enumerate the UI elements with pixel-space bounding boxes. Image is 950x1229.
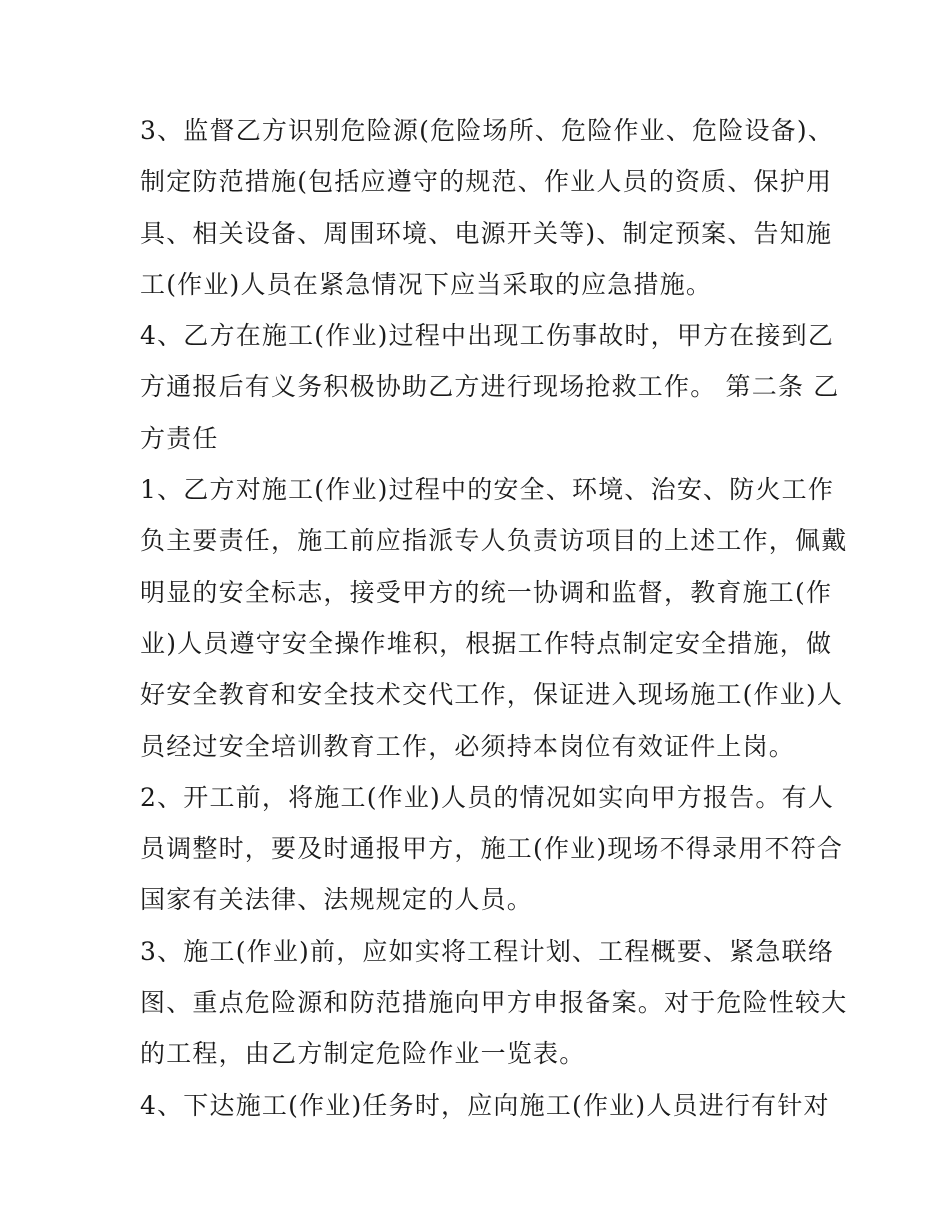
- text-line: 3、施工(作业)前，应如实将工程计划、工程概要、紧急联络: [140, 936, 835, 966]
- text-line: 图、重点危险源和防范措施向甲方申报备案。对于危险性较大: [140, 988, 848, 1018]
- text-line: 方通报后有义务积极协助乙方进行现场抢救工作。 第二条 乙: [140, 372, 840, 402]
- text-line: 制定防范措施(包括应遵守的规范、作业人员的资质、保护用: [140, 167, 833, 197]
- text-line: 的工程，由乙方制定危险作业一览表。: [140, 1039, 586, 1069]
- text-line: 1、乙方对施工(作业)过程中的安全、环境、治安、防火工作: [140, 475, 835, 505]
- text-line: 4、下达施工(作业)任务时，应向施工(作业)人员进行有针对: [140, 1090, 830, 1120]
- text-line: 业)人员遵守安全操作堆积，根据工作特点制定安全措施，做: [140, 628, 833, 658]
- text-line: 工(作业)人员在紧急情况下应当采取的应急措施。: [140, 269, 713, 299]
- document-body: [140, 105, 848, 1131]
- text-line: 员调整时，要及时通报甲方，施工(作业)现场不得录用不符合: [140, 834, 844, 864]
- text-line: 具、相关设备、周围环境、电源开关等)、制定预案、告知施: [140, 218, 833, 248]
- text-line: 4、乙方在施工(作业)过程中出现工伤事故时，甲方在接到乙: [140, 321, 835, 351]
- text-line: 方责任: [140, 423, 219, 453]
- text-line: 好安全教育和安全技术交代工作，保证进入现场施工(作业)人: [140, 680, 844, 710]
- text-line: 明显的安全标志，接受甲方的统一协调和监督，教育施工(作: [140, 577, 833, 607]
- text-line: 国家有关法律、法规规定的人员。: [140, 885, 534, 915]
- text-line: 3、监督乙方识别危险源(危险场所、危险作业、危险设备)、: [140, 116, 835, 145]
- text-line: 员经过安全培训教育工作，必须持本岗位有效证件上岗。: [140, 731, 796, 761]
- text-line: 负主要责任，施工前应指派专人负责访项目的上述工作，佩戴: [140, 526, 848, 556]
- text-line: 2、开工前，将施工(作业)人员的情况如实向甲方报告。有人: [140, 782, 835, 812]
